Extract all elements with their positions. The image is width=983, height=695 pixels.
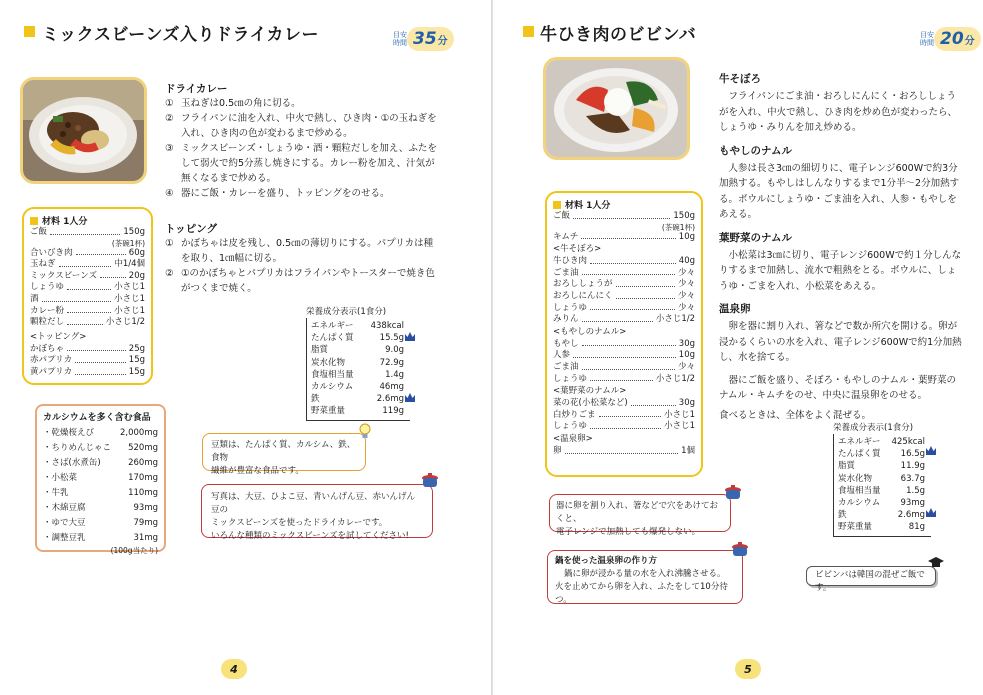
item-amount: 小さじ1 — [664, 409, 695, 420]
section-text: 人参は長さ3㎝の細切りに、電子レンジ600Wで約3分加熱する。もやしはしんなりするまで1分半～2分加熱する。ボウルにしょうゆ・ごま油を入れ、人参・もやしをあえる。 — [719, 162, 960, 220]
item-name: みりん — [553, 314, 579, 325]
materials-box — [545, 191, 703, 477]
greens-materials — [553, 398, 695, 433]
item-amount: 小さじ1 — [664, 421, 695, 432]
calcium-value: 110mg — [128, 488, 158, 498]
nutrition-row — [838, 436, 925, 448]
nutrition-row — [838, 473, 925, 485]
dot-leader — [582, 268, 675, 276]
time-value: 20 — [940, 29, 964, 49]
page-number: 4 — [221, 659, 247, 679]
dry-curry-photo — [20, 77, 147, 184]
calcium-value: 2,000mg — [119, 428, 158, 438]
material-row — [553, 232, 695, 244]
step-text: かぼちゃは皮を残し、0.5㎝の薄切りにする。パプリカは種を取り、1㎝幅に切る。 — [181, 238, 434, 264]
calcium-title: カルシウムを多く含む食品 — [43, 413, 151, 423]
nutrient-name: カルシウム — [838, 498, 881, 509]
item-name: ごま油 — [553, 361, 579, 372]
dot-leader — [573, 211, 670, 219]
topping-heading: トッピング — [165, 223, 217, 235]
curry-heading: ドライカレー — [165, 83, 228, 95]
item-amount: 60g — [128, 247, 145, 258]
material-row — [553, 446, 695, 458]
egg-tip-line: 電子レンジで加熱しても爆発しない。 — [556, 527, 701, 537]
nutrient-value: 1.4g — [385, 369, 404, 380]
crown-icon — [926, 508, 936, 517]
item-amount: 20g — [128, 270, 145, 281]
time-badge — [393, 27, 454, 51]
materials-header: 材料 1人分 — [42, 217, 88, 227]
item-name: おろしにんにく — [553, 290, 613, 301]
step-number: ④ — [165, 188, 174, 199]
dot-leader — [565, 446, 679, 454]
nutrition-list — [306, 318, 410, 421]
step-item — [165, 266, 441, 296]
beans-tip-line: 繊維が豊富な食品です。 — [211, 466, 304, 476]
step-number: ② — [165, 268, 174, 279]
nutrient-value: 438kcal — [370, 321, 404, 331]
calcium-row — [43, 441, 158, 456]
nutrition-row — [838, 448, 925, 460]
calcium-row — [43, 456, 158, 471]
nutrition-row — [838, 485, 925, 497]
material-row — [553, 211, 695, 223]
calcium-list — [43, 426, 158, 546]
material-row — [553, 398, 695, 410]
calcium-box — [35, 404, 166, 555]
dot-leader — [67, 317, 103, 325]
material-row — [30, 367, 145, 379]
item-amount: 15g — [128, 366, 145, 377]
left-page — [0, 0, 491, 695]
item-amount: 小さじ1/2 — [655, 314, 695, 325]
item-amount: 小さじ1 — [114, 293, 145, 304]
curry-steps — [165, 96, 441, 201]
nutrient-name: 食塩相当量 — [838, 485, 881, 496]
section-text: フライパンにごま油・おろしにんにく・おろししょうがを入れ、中火で熱し、ひき肉を炒め色が変わったら、しょうゆ・みりんを加え炒める。 — [719, 91, 957, 133]
item-amount: 30g — [678, 398, 695, 409]
nutrition-title: 栄養成分表示(1食分) — [833, 423, 914, 433]
step-item — [165, 141, 441, 186]
item-name: ミックスビーンズ — [30, 270, 97, 281]
photo-tip-line: ミックスビーンズを使ったドライカレーです。 — [211, 518, 388, 528]
time-unit: 分 — [437, 36, 448, 47]
calcium-value: 260mg — [128, 458, 158, 468]
nutrient-value: 15.5g — [379, 333, 404, 344]
nutrition-row — [311, 369, 404, 381]
materials-list — [553, 211, 695, 243]
time-value: 35 — [413, 29, 437, 49]
nutrient-name: 鉄 — [311, 394, 320, 405]
photo-tip-line: いろんな種類のミックスビーンズを試してください! — [211, 531, 409, 541]
step-number: ① — [165, 98, 174, 109]
material-row — [553, 350, 695, 362]
calcium-value: 170mg — [128, 473, 158, 483]
material-row — [553, 256, 695, 268]
time-label: 目安時間 — [393, 31, 407, 47]
calcium-row — [43, 516, 158, 531]
materials-list — [30, 227, 145, 329]
group-label: <葉野菜のナムル> — [553, 386, 627, 397]
food-name: ・木綿豆腐 — [43, 503, 86, 513]
nutrient-value: 119g — [382, 406, 404, 417]
materials-header: 材料 1人分 — [565, 201, 611, 211]
nutrient-value: 93mg — [900, 498, 925, 509]
item-name: 人参 — [553, 350, 571, 361]
item-amount: 小さじ1/2 — [105, 317, 145, 328]
material-row — [30, 227, 145, 239]
finish-text: 器にご飯を盛り、そぼろ・もやしのナムル・葉野菜のナムル・キムチをのせ、中央に温泉卵をのせる。 — [719, 374, 957, 401]
nutrient-name: エネルギー — [838, 437, 881, 447]
step-text: 玉ねぎは0.5㎝の角に切る。 — [181, 98, 301, 109]
group-label: <もやしのナムル> — [553, 326, 627, 337]
item-name: 菜の花(小松菜など) — [553, 398, 628, 409]
calcium-row — [43, 531, 158, 546]
item-name: キムチ — [553, 231, 579, 242]
material-row — [553, 303, 695, 315]
egg-tip — [549, 494, 731, 537]
crown-icon — [405, 332, 415, 341]
calcium-value: 31mg — [133, 533, 158, 543]
item-name: しょうゆ — [553, 421, 588, 432]
step-item — [165, 96, 441, 111]
dot-leader — [590, 374, 653, 382]
dot-leader — [616, 279, 675, 287]
item-name: ご飯 — [30, 227, 48, 237]
dot-leader — [581, 232, 676, 240]
pot-icon — [723, 484, 743, 502]
moyashi-materials — [553, 339, 695, 385]
dot-leader — [573, 350, 676, 358]
step-text: 器にご飯・カレーを盛り、トッピングをのせる。 — [181, 188, 390, 199]
pot-egg-line: 火を止めてから卵を入れ、ふたをして10分待つ。 — [555, 582, 728, 605]
item-name: かぼちゃ — [30, 343, 65, 354]
calcium-value: 79mg — [133, 518, 158, 528]
dot-leader — [76, 248, 126, 256]
item-amount: 10g — [678, 350, 695, 361]
food-name: ・牛乳 — [43, 488, 69, 498]
dot-leader — [75, 367, 126, 375]
item-amount: 少々 — [677, 302, 695, 313]
section-text: 卵を器に割り入れ、箸などで数か所穴を開ける。卵が浸かるくらいの水を入れ、電子レンジ600Wで約1分加熱し、水を捨てる。 — [719, 321, 962, 363]
nutrient-value: 11.9g — [900, 461, 925, 472]
pot-icon — [420, 472, 440, 490]
calcium-row — [43, 501, 158, 516]
section-text: 小松菜は3㎝に切り、電子レンジ600Wで約１分しんなりするまで加熱し、流水で粗熱をとる。ボウルに、しょうゆ・ごまを入れ、小松菜をあえる。 — [719, 249, 962, 292]
nutrition-panel — [306, 305, 410, 421]
step-item — [165, 186, 441, 201]
nutrient-value: 72.9g — [379, 357, 404, 368]
dot-leader — [75, 355, 126, 363]
materials-box — [22, 207, 153, 385]
nutrient-name: 野菜重量 — [838, 522, 873, 533]
item-amount: 少々 — [677, 279, 695, 290]
step-number: ① — [165, 238, 174, 249]
item-name: おろししょうが — [553, 279, 613, 290]
dot-leader — [599, 410, 662, 418]
title-marker — [24, 26, 35, 37]
item-amount: 150g — [673, 211, 695, 221]
material-row — [553, 421, 695, 433]
pot-egg-box — [547, 550, 743, 604]
dot-leader — [590, 256, 676, 264]
item-name: 玉ねぎ — [30, 259, 56, 270]
item-amount: 小さじ1/2 — [655, 373, 695, 384]
calcium-value: 520mg — [128, 443, 158, 453]
material-row — [553, 362, 695, 374]
nutrition-row — [838, 460, 925, 472]
nutrient-name: たんぱく質 — [838, 449, 881, 460]
food-name: ・調整豆乳 — [43, 533, 86, 543]
material-row — [553, 314, 695, 326]
material-row — [30, 294, 145, 306]
item-name: しょうゆ — [553, 373, 588, 384]
time-label: 目安時間 — [920, 31, 934, 47]
nutrient-name: 食塩相当量 — [311, 369, 354, 380]
nutrition-row — [311, 332, 404, 344]
lightbulb-icon — [358, 423, 372, 439]
soboro-materials — [553, 256, 695, 326]
dot-leader — [582, 339, 676, 347]
item-amount: 15g — [128, 355, 145, 366]
nutrition-row — [311, 344, 404, 356]
item-name: カレー粉 — [30, 305, 65, 316]
nutrient-value: 46mg — [379, 382, 404, 393]
title-marker — [523, 26, 534, 37]
dot-leader — [590, 421, 661, 429]
nutrition-row — [311, 381, 404, 393]
item-name: ご飯 — [553, 211, 571, 221]
pot-icon — [730, 541, 750, 559]
calcium-row — [43, 486, 158, 501]
dot-leader — [100, 271, 126, 279]
section-heading: もやしのナムル — [719, 144, 792, 157]
item-amount: 少々 — [677, 290, 695, 301]
bibimbap-photo — [543, 57, 690, 160]
dot-leader — [582, 362, 675, 370]
material-row — [553, 291, 695, 303]
beans-tip-line: 豆類は、たんぱく質、カルシム、鉄、食物 — [211, 440, 356, 463]
item-amount: 中1/4個 — [114, 259, 145, 270]
nutrient-name: 鉄 — [838, 510, 847, 521]
recipe-title: ミックスビーンズ入りドライカレー — [42, 25, 319, 45]
item-name: 白炒りごま — [553, 409, 596, 420]
nutrient-value: 425kcal — [891, 437, 925, 447]
topping-steps — [165, 236, 441, 296]
material-row — [30, 306, 145, 318]
crown-icon — [405, 393, 415, 402]
time-unit: 分 — [964, 36, 975, 47]
time-badge — [920, 27, 981, 51]
group-label: <温泉卵> — [553, 433, 593, 444]
dot-leader — [590, 303, 675, 311]
item-note: (茶碗1杯) — [111, 238, 145, 248]
nutrient-name: 野菜重量 — [311, 406, 346, 417]
item-amount: 少々 — [677, 361, 695, 372]
material-row — [553, 410, 695, 422]
topping-label: <トッピング> — [30, 331, 87, 342]
photo-tip-line: 写真は、大豆、ひよこ豆、青いんげん豆、赤いんげん豆の — [211, 492, 416, 515]
nutrition-panel — [833, 421, 931, 537]
nutrient-value: 63.7g — [900, 473, 925, 484]
graduation-cap-icon — [928, 557, 944, 569]
calcium-row — [43, 471, 158, 486]
material-row — [553, 268, 695, 280]
dot-leader — [67, 282, 111, 290]
nutrition-row — [838, 509, 925, 521]
nutrition-row — [311, 405, 404, 417]
item-amount: 25g — [128, 343, 145, 354]
calcium-value: 93mg — [133, 503, 158, 513]
item-amount: 少々 — [677, 267, 695, 278]
item-name: 赤パプリカ — [30, 355, 73, 366]
nutrient-name: 脂質 — [311, 345, 329, 356]
material-row — [30, 344, 145, 356]
item-amount: 10g — [678, 231, 695, 242]
item-name: 顆粒だし — [30, 317, 65, 328]
page-number: 5 — [735, 659, 761, 679]
calcium-row — [43, 426, 158, 441]
dot-leader — [67, 344, 126, 352]
nutrient-value: 81g — [908, 522, 925, 533]
group-label: <牛そぼろ> — [553, 244, 602, 255]
section-heading: 温泉卵 — [719, 303, 751, 315]
calcium-note: (100g当たり) — [110, 546, 158, 555]
item-name: しょうゆ — [553, 302, 588, 313]
nutrition-row — [311, 393, 404, 405]
nutrition-row — [838, 521, 925, 533]
dot-leader — [42, 294, 112, 302]
nutrient-value: 1.5g — [906, 485, 925, 496]
material-row — [30, 282, 145, 294]
item-amount: 小さじ1 — [114, 282, 145, 293]
dot-leader — [631, 398, 676, 406]
material-row — [30, 259, 145, 271]
nutrition-title: 栄養成分表示(1食分) — [306, 307, 387, 317]
item-name: 黄パプリカ — [30, 366, 73, 377]
section-heading: 牛そぼろ — [719, 73, 761, 85]
step-text: フライパンに油を入れ、中火で熱し、ひき肉・①の玉ねぎを入れ、ひき肉の色が変わるまで炒める。 — [181, 113, 437, 139]
item-amount: 1個 — [681, 445, 695, 456]
item-amount: 30g — [678, 338, 695, 349]
material-row — [30, 317, 145, 329]
dot-leader — [59, 259, 112, 267]
nutrient-name: たんぱく質 — [311, 333, 354, 344]
nutrient-name: カルシウム — [311, 382, 354, 393]
step-text: ①のかぼちゃとパプリカはフライパンやトースターで焼き色がつくまで焼く。 — [181, 268, 435, 294]
nutrient-name: エネルギー — [311, 321, 354, 331]
nutrition-row — [311, 320, 404, 332]
pot-egg-line: 鍋に卵が浸かる量の水を入れ沸騰させる。 — [564, 569, 726, 579]
nutrition-row — [838, 497, 925, 509]
nutrition-row — [311, 357, 404, 369]
dot-leader — [50, 227, 120, 235]
eat-text: 食べるときは、全体をよく混ぜる。 — [719, 409, 872, 421]
topping-materials-list — [30, 344, 145, 379]
material-row — [30, 355, 145, 367]
nutrient-name: 脂質 — [838, 461, 856, 472]
item-name: 牛ひき肉 — [553, 256, 588, 267]
crown-icon — [926, 446, 936, 455]
item-name: ごま油 — [553, 267, 579, 278]
nutrient-value: 9.0g — [385, 345, 404, 356]
nutrient-value: 2.6mg — [897, 510, 925, 521]
dot-leader — [616, 291, 675, 299]
photo-tip — [201, 484, 433, 541]
material-row — [30, 248, 145, 260]
item-name: 酒 — [30, 293, 39, 304]
material-row — [553, 339, 695, 351]
item-amount: 40g — [678, 256, 695, 267]
egg-materials — [553, 446, 695, 458]
material-row — [30, 271, 145, 283]
bibimbap-note: ビビンバは韓国の混ぜご飯です。 — [806, 566, 936, 586]
right-page — [493, 0, 983, 695]
dot-leader — [582, 314, 653, 322]
instruction-sections — [719, 71, 965, 423]
step-number: ③ — [165, 143, 174, 154]
recipe-title: 牛ひき肉のビビンバ — [540, 25, 697, 45]
item-name: 合いびき肉 — [30, 247, 73, 258]
egg-tip-line: 器に卵を割り入れ、箸などで穴をあけておくと、 — [556, 501, 719, 524]
nutrient-name: 炭水化物 — [838, 473, 873, 484]
item-note: (茶碗1杯) — [661, 222, 695, 232]
food-name: ・さば(水煮缶) — [43, 458, 101, 468]
nutrient-value: 16.5g — [900, 449, 925, 460]
item-amount: 150g — [123, 227, 145, 237]
food-name: ・乾燥桜えび — [43, 428, 95, 438]
item-name: しょうゆ — [30, 282, 65, 293]
step-number: ② — [165, 113, 174, 124]
nutrition-list — [833, 434, 931, 537]
food-name: ・ちりめんじゃこ — [43, 443, 112, 453]
step-item — [165, 236, 441, 266]
item-amount: 小さじ1 — [114, 305, 145, 316]
material-row — [553, 374, 695, 386]
nutrient-name: 炭水化物 — [311, 357, 346, 368]
beans-tip — [202, 433, 366, 476]
step-item — [165, 111, 441, 141]
item-name: もやし — [553, 338, 579, 349]
dot-leader — [67, 306, 111, 314]
food-name: ・小松菜 — [43, 473, 78, 483]
pot-egg-title: 鍋を使った温泉卵の作り方 — [555, 556, 658, 566]
step-text: ミックスビーンズ・しょうゆ・酒・顆粒だしを加え、ふたをして弱火で約5分蒸し焼きにする。カレー粉を加え、汁気が無くなるまで炒める。 — [181, 143, 437, 184]
food-name: ・ゆで大豆 — [43, 518, 86, 528]
nutrient-value: 2.6mg — [376, 394, 404, 405]
material-row — [553, 279, 695, 291]
section-heading: 葉野菜のナムル — [719, 231, 792, 244]
item-name: 卵 — [553, 445, 562, 456]
